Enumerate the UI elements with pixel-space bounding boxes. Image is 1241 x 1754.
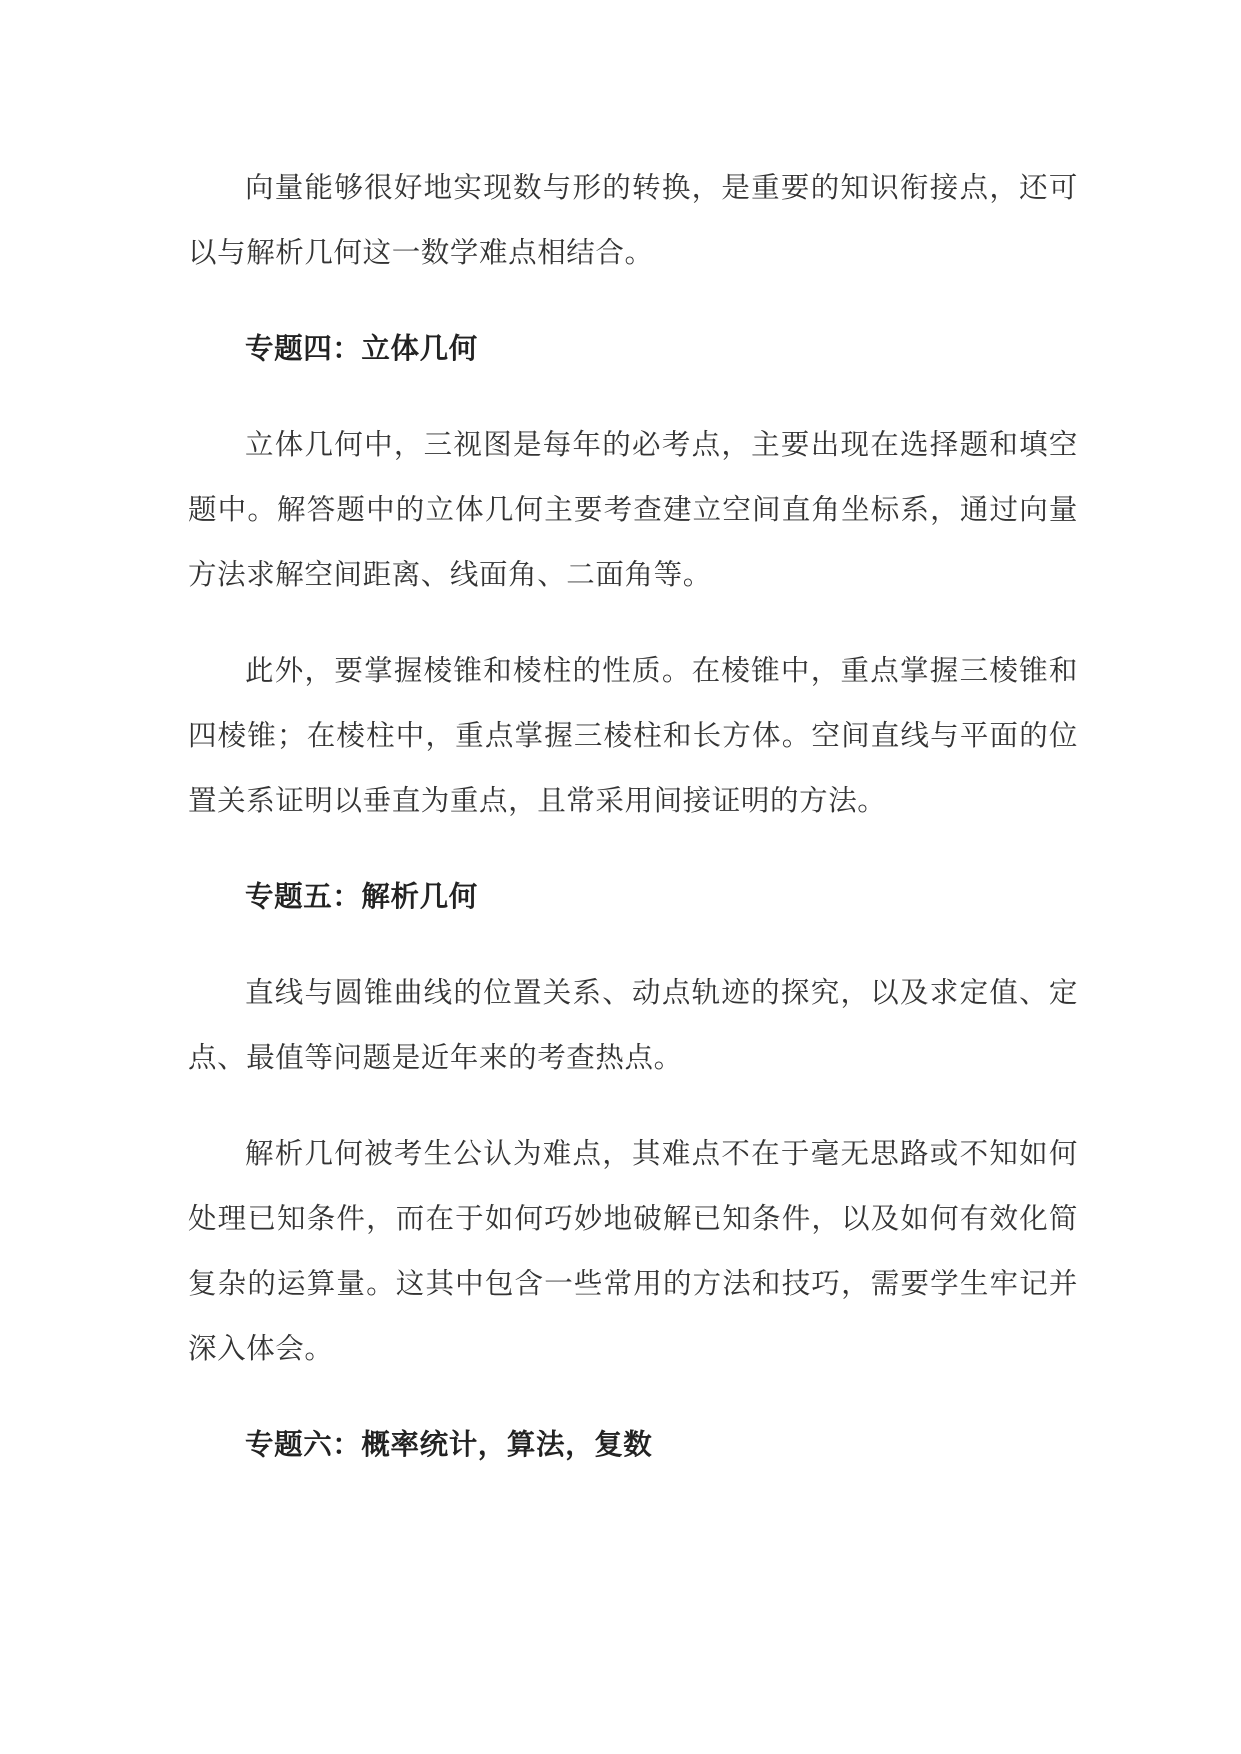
document-body: [188, 155, 1078, 1508]
paragraph-three-views: 立体几何中，三视图是每年的必考点，主要出现在选择题和填空题中。解答题中的立体几何主要考查建立空间直角坐标系，通过向量方法求解空间距离、线面角、二面角等。: [188, 428, 1078, 591]
paragraph-vector-intro: 向量能够很好地实现数与形的转换，是重要的知识衔接点，还可以与解析几何这一数学难点相结合。: [188, 171, 1078, 269]
section-heading-probability-statistics: 专题六：概率统计，算法，复数: [245, 1428, 653, 1461]
paragraph-analytic-difficulty: 解析几何被考生公认为难点，其难点不在于毫无思路或不知如何处理已知条件，而在于如何巧妙地破解已知条件，以及如何有效化简复杂的运算量。这其中包含一些常用的方法和技巧，需要学生牢记并深入体会。: [188, 1137, 1078, 1365]
paragraph-pyramids-prisms: 此外，要掌握棱锥和棱柱的性质。在棱锥中，重点掌握三棱锥和四棱锥；在棱柱中，重点掌握三棱柱和长方体。空间直线与平面的位置关系证明以垂直为重点，且常采用间接证明的方法。: [188, 654, 1078, 817]
section-heading-solid-geometry: 专题四：立体几何: [245, 332, 478, 365]
section-heading-analytic-geometry: 专题五：解析几何: [245, 880, 478, 913]
paragraph-conic-sections: 直线与圆锥曲线的位置关系、动点轨迹的探究，以及求定值、定点、最值等问题是近年来的考查热点。: [188, 976, 1078, 1074]
